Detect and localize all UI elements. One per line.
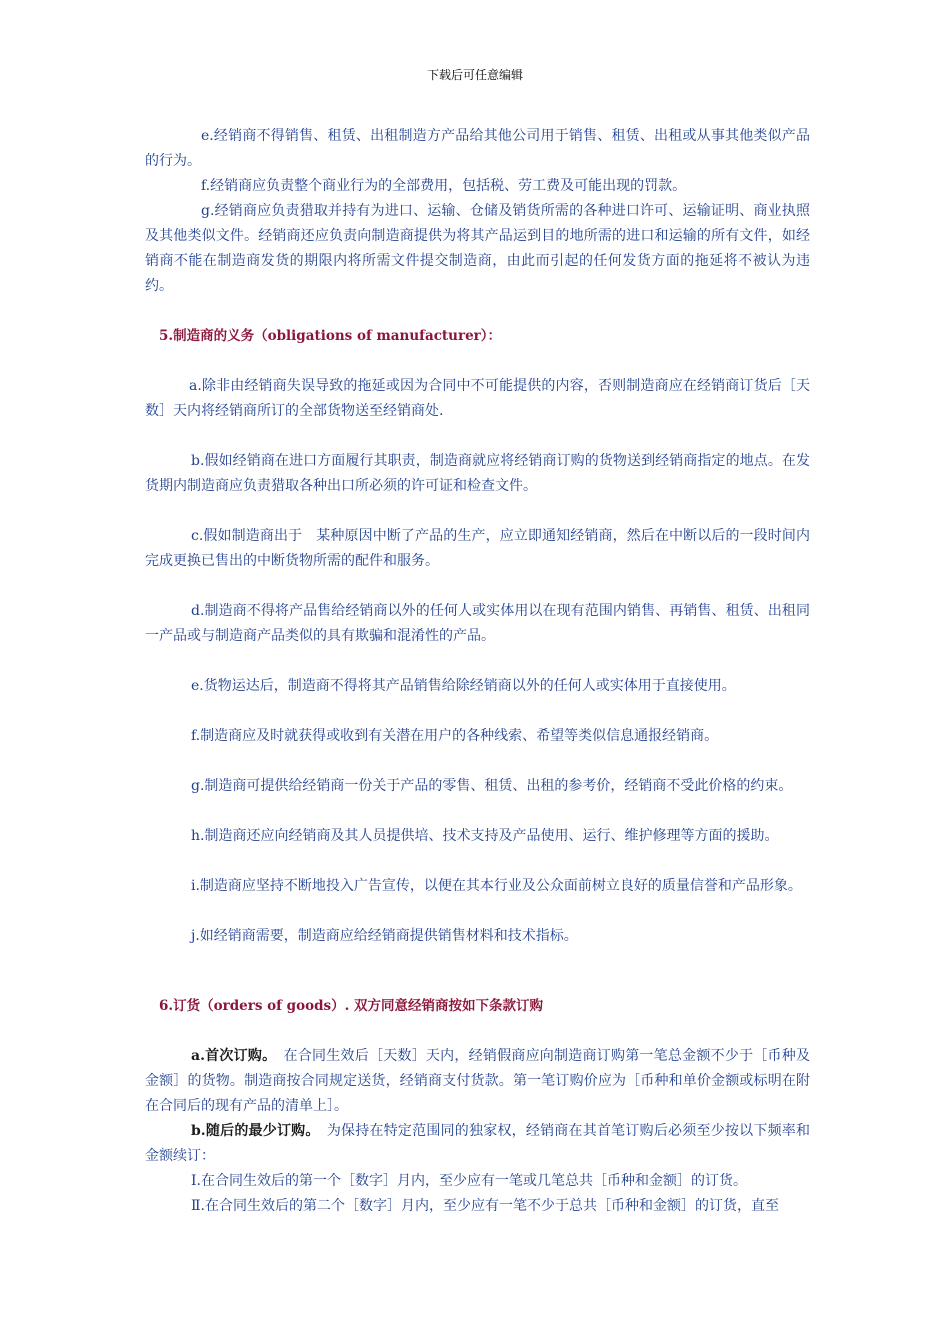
clause-6b — [145, 1119, 810, 1169]
clause-6b-ii: Ⅱ.在合同生效后的第二个［数字］月内，至少应有一笔不少于总共［币种和金额］的订货，直至 — [191, 1198, 779, 1214]
section-5-title: 5.制造商的义务（obligations of manufacturer）： — [159, 328, 502, 344]
clause-5j: j.如经销商需要，制造商应给经销商提供销售材料和技术指标。 — [191, 928, 578, 944]
clause-6a — [145, 1044, 810, 1119]
clause-5a: a.除非由经销商失误导致的拖延或因为合同中不可能提供的内容，否则制造商应在经销商订货后［天数］天内将经销商所订的全部货物送至经销商处. — [145, 378, 810, 419]
clause-5d: d.制造商不得将产品售给经销商以外的任何人或实体用以在现有范围内销售、再销售、租赁、出租同一产品或与制造商产品类似的具有欺骗和混淆性的产品。 — [145, 603, 810, 644]
clause-5i: i.制造商应坚持不断地投入广告宣传，以便在其本行业及公众面前树立良好的质量信誉和产品形象。 — [191, 878, 802, 894]
clause-5b: b.假如经销商在进口方面履行其职责，制造商就应将经销商订购的货物送到经销商指定的地点。在发货期内制造商应负责猎取各种出口所必须的许可证和检查文件。 — [145, 453, 810, 494]
clause-6a-text: 在合同生效后［天数］天内，经销假商应向制造商订购第一笔总金额不少于［币种及金额］的货物。制造商按合同规定送货，经销商支付货款。第一笔订购价应为［币种和单价金额或标明在附在合同后的现有产品的清单上］。 — [145, 1048, 811, 1114]
clause-5h: h.制造商还应向经销商及其人员提供培、技术支持及产品使用、运行、维护修理等方面的援助。 — [191, 828, 779, 844]
clause-6a-label: a.首次订购。 — [191, 1048, 270, 1064]
clause-4g: g.经销商应负责猎取并持有为进口、运输、仓储及销货所需的各种进口许可、运输证明、商业执照及其他类似文件。经销商还应负责向制造商提供为将其产品运到目的地所需的进口和运输的所有文件，如经销商不能在制造商发货的期限内将所需文件提交制造商，由此而引起的任何发货方面的拖延将不被认为违约。 — [145, 203, 810, 294]
clause-6b-i: Ⅰ.在合同生效后的第一个［数字］月内，至少应有一笔或几笔总共［币种和金额］的订货。 — [191, 1173, 747, 1189]
page-header: 下载后可任意编辑 — [426, 68, 523, 82]
clause-4f: f.经销商应负责整个商业行为的全部费用，包括税、劳工费及可能出现的罚款。 — [201, 178, 687, 194]
section-6-title: 6.订货（orders of goods）. 双方同意经销商按如下条款订购 — [159, 998, 544, 1014]
clause-4e: e.经销商不得销售、租赁、出租制造方产品给其他公司用于销售、租赁、出租或从事其他类似产品的行为。 — [145, 128, 810, 169]
clause-5f: f.制造商应及时就获得或收到有关潜在用户的各种线索、希望等类似信息通报经销商。 — [191, 728, 719, 744]
clause-5g: g.制造商可提供给经销商一份关于产品的零售、租赁、出租的参考价，经销商不受此价格的约束。 — [191, 778, 793, 794]
clause-5e: e.货物运达后，制造商不得将其产品销售给除经销商以外的任何人或实体用于直接使用。 — [191, 678, 736, 694]
clause-6b-text: 为保持在特定范围同的独家权，经销商在其首笔订购后必须至少按以下频率和金额续订： — [145, 1123, 810, 1164]
clause-5c: c.假如制造商出于 某种原因中断了产品的生产，应立即通知经销商，然后在中断以后的一段时间内完成更换已售出的中断货物所需的配件和服务。 — [145, 528, 810, 569]
document-body — [145, 124, 810, 1219]
clause-6b-label: b.随后的最少订购。 — [191, 1123, 313, 1139]
